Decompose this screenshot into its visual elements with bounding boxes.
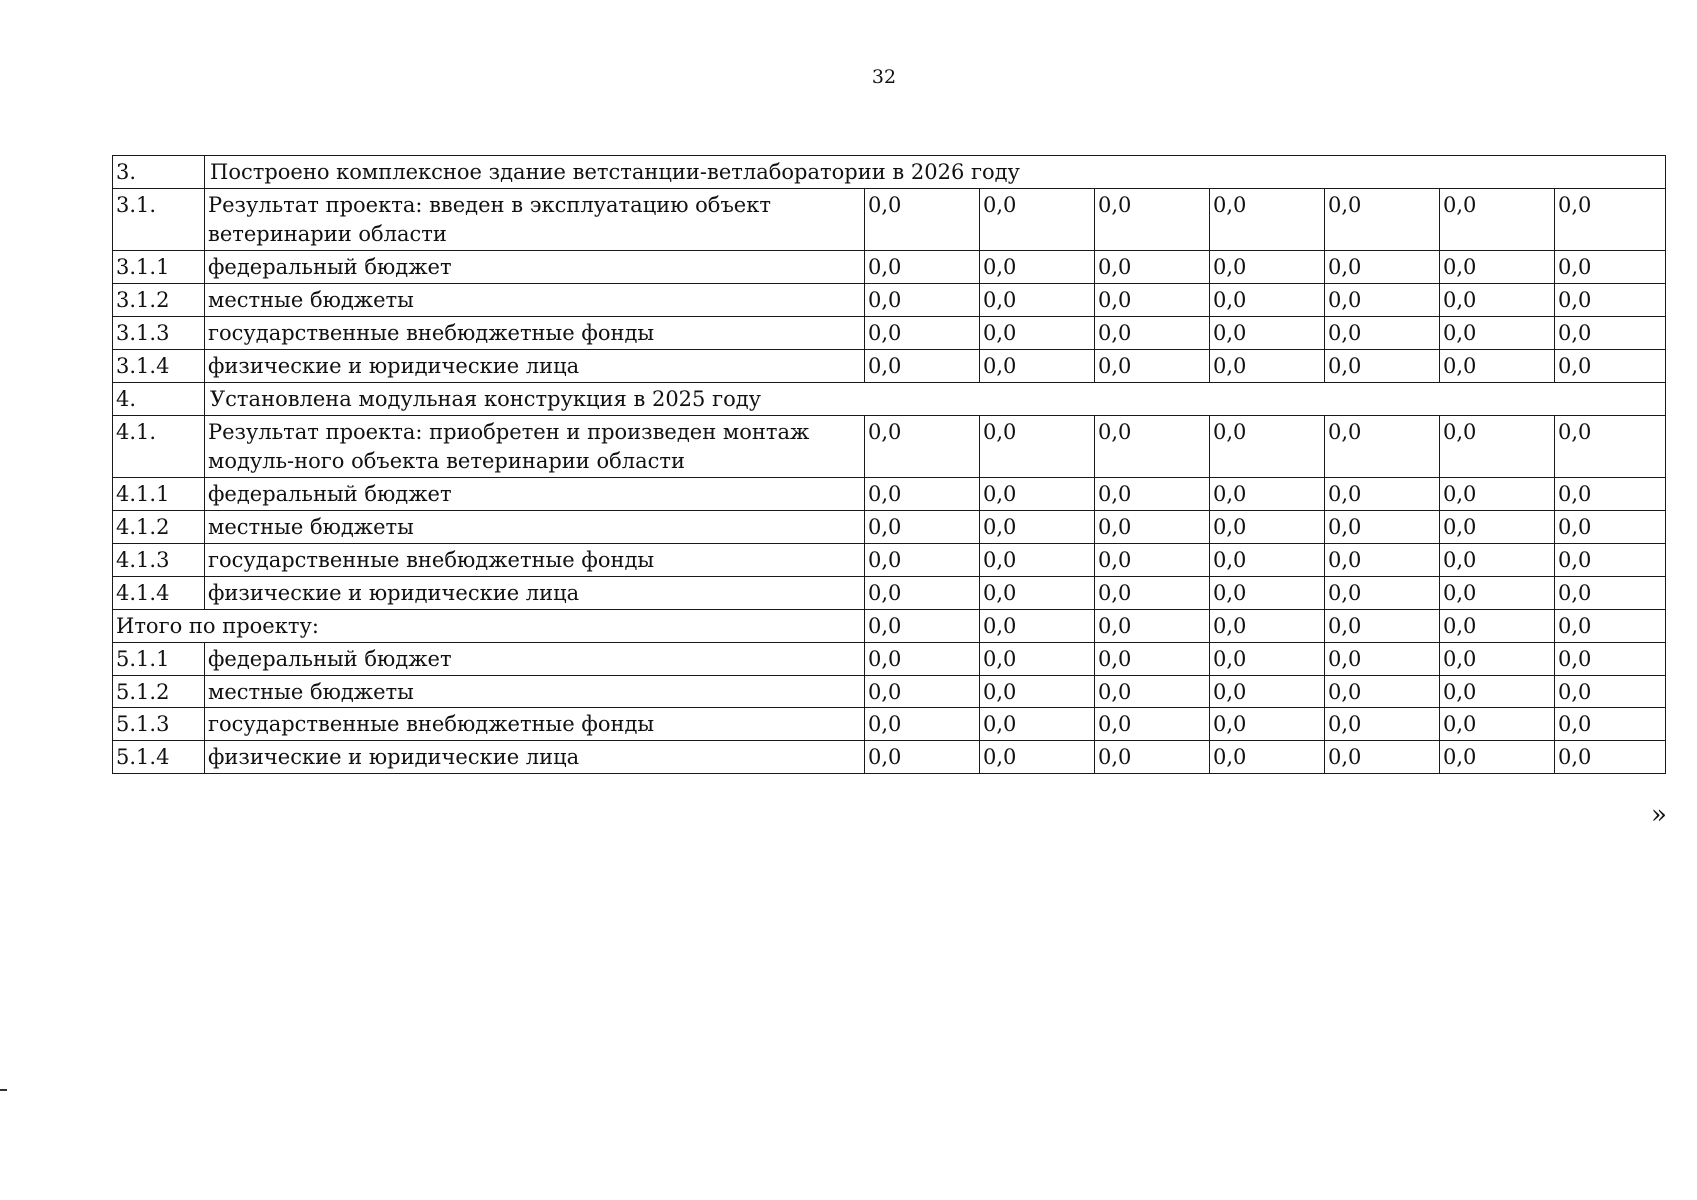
total-value-cell: 0,0 [1440,609,1555,642]
total-row [113,609,1666,642]
value-cell: 0,0 [1325,188,1440,250]
row-number: 4.1.1 [113,477,205,510]
margin-dash [0,1089,7,1091]
row-label: Результат проекта: введен в эксплуатацию объект ветеринарии области [205,188,865,250]
value-cell: 0,0 [1555,576,1666,609]
value-cell: 0,0 [980,576,1095,609]
value-cell: 0,0 [865,642,980,675]
table-row [113,543,1666,576]
row-label: федеральный бюджет [205,477,865,510]
row-number: 3.1.3 [113,316,205,349]
table-row [113,576,1666,609]
row-number: 4.1.4 [113,576,205,609]
value-cell: 0,0 [865,576,980,609]
section-title: Установлена модульная конструкция в 2025 году [205,382,1666,415]
closing-quote-mark: » [1651,800,1667,830]
row-number: 5.1.3 [113,708,205,741]
value-cell: 0,0 [865,477,980,510]
value-cell: 0,0 [1210,250,1325,283]
total-value-cell: 0,0 [1555,609,1666,642]
value-cell: 0,0 [865,741,980,774]
value-cell: 0,0 [1210,543,1325,576]
value-cell: 0,0 [980,415,1095,477]
value-cell: 0,0 [1210,510,1325,543]
row-label: государственные внебюджетные фонды [205,316,865,349]
value-cell: 0,0 [1555,477,1666,510]
value-cell: 0,0 [1325,675,1440,708]
value-cell: 0,0 [1325,576,1440,609]
row-number: 5.1.1 [113,642,205,675]
value-cell: 0,0 [1555,741,1666,774]
value-cell: 0,0 [1440,188,1555,250]
value-cell: 0,0 [865,316,980,349]
value-cell: 0,0 [865,510,980,543]
row-label: федеральный бюджет [205,250,865,283]
value-cell: 0,0 [865,188,980,250]
table-row [113,349,1666,382]
value-cell: 0,0 [1095,576,1210,609]
value-cell: 0,0 [1440,543,1555,576]
table-row [113,283,1666,316]
value-cell: 0,0 [1210,415,1325,477]
row-label: местные бюджеты [205,675,865,708]
value-cell: 0,0 [1325,543,1440,576]
value-cell: 0,0 [1325,316,1440,349]
row-label: местные бюджеты [205,510,865,543]
value-cell: 0,0 [865,283,980,316]
value-cell: 0,0 [980,543,1095,576]
row-number: 4.1.2 [113,510,205,543]
value-cell: 0,0 [980,250,1095,283]
value-cell: 0,0 [1440,576,1555,609]
row-number: 4.1. [113,415,205,477]
total-value-cell: 0,0 [1210,609,1325,642]
value-cell: 0,0 [1095,316,1210,349]
value-cell: 0,0 [1210,576,1325,609]
value-cell: 0,0 [1095,188,1210,250]
value-cell: 0,0 [1440,741,1555,774]
value-cell: 0,0 [980,316,1095,349]
value-cell: 0,0 [980,642,1095,675]
table-row [113,477,1666,510]
value-cell: 0,0 [1440,250,1555,283]
table-row [113,188,1666,250]
value-cell: 0,0 [980,477,1095,510]
value-cell: 0,0 [1555,188,1666,250]
value-cell: 0,0 [980,283,1095,316]
value-cell: 0,0 [1210,283,1325,316]
value-cell: 0,0 [1440,642,1555,675]
row-number: 5.1.4 [113,741,205,774]
row-number: 4.1.3 [113,543,205,576]
total-label: Итого по проекту: [113,609,865,642]
value-cell: 0,0 [1210,316,1325,349]
total-value-cell: 0,0 [1095,609,1210,642]
value-cell: 0,0 [980,349,1095,382]
value-cell: 0,0 [1095,510,1210,543]
row-label: государственные внебюджетные фонды [205,708,865,741]
value-cell: 0,0 [1440,316,1555,349]
value-cell: 0,0 [1095,543,1210,576]
value-cell: 0,0 [1095,708,1210,741]
section-header-row [113,156,1666,189]
value-cell: 0,0 [980,741,1095,774]
value-cell: 0,0 [1325,642,1440,675]
section-title: Построено комплексное здание ветстанции-ветлаборатории в 2026 году [205,156,1666,189]
row-label: государственные внебюджетные фонды [205,543,865,576]
value-cell: 0,0 [1325,349,1440,382]
value-cell: 0,0 [1210,741,1325,774]
value-cell: 0,0 [1440,675,1555,708]
row-label: Результат проекта: приобретен и произведен монтаж модуль-ного объекта ветеринарии области [205,415,865,477]
value-cell: 0,0 [865,349,980,382]
value-cell: 0,0 [1440,708,1555,741]
value-cell: 0,0 [1555,250,1666,283]
value-cell: 0,0 [1325,477,1440,510]
value-cell: 0,0 [1095,349,1210,382]
value-cell: 0,0 [1095,477,1210,510]
value-cell: 0,0 [1555,642,1666,675]
row-label: федеральный бюджет [205,642,865,675]
row-label: физические и юридические лица [205,349,865,382]
page-number: 32 [871,66,897,88]
value-cell: 0,0 [1210,708,1325,741]
value-cell: 0,0 [1095,250,1210,283]
value-cell: 0,0 [1440,477,1555,510]
row-number: 3.1.2 [113,283,205,316]
value-cell: 0,0 [865,708,980,741]
row-number: 5.1.2 [113,675,205,708]
table-row [113,510,1666,543]
table-row [113,741,1666,774]
value-cell: 0,0 [1555,349,1666,382]
value-cell: 0,0 [865,543,980,576]
section-number: 3. [113,156,205,189]
table-row [113,675,1666,708]
row-label: физические и юридические лица [205,741,865,774]
value-cell: 0,0 [1440,283,1555,316]
value-cell: 0,0 [980,188,1095,250]
total-value-cell: 0,0 [1325,609,1440,642]
value-cell: 0,0 [980,510,1095,543]
funding-table [112,155,1666,774]
row-number: 3.1.4 [113,349,205,382]
value-cell: 0,0 [1555,415,1666,477]
value-cell: 0,0 [1095,415,1210,477]
value-cell: 0,0 [1210,675,1325,708]
value-cell: 0,0 [1210,188,1325,250]
value-cell: 0,0 [1555,316,1666,349]
total-value-cell: 0,0 [980,609,1095,642]
table-row [113,708,1666,741]
value-cell: 0,0 [1095,283,1210,316]
table-row [113,316,1666,349]
value-cell: 0,0 [1325,250,1440,283]
value-cell: 0,0 [1095,741,1210,774]
value-cell: 0,0 [1325,708,1440,741]
value-cell: 0,0 [1440,349,1555,382]
row-label: местные бюджеты [205,283,865,316]
value-cell: 0,0 [865,415,980,477]
value-cell: 0,0 [1555,283,1666,316]
row-label: физические и юридические лица [205,576,865,609]
table-row [113,415,1666,477]
value-cell: 0,0 [1210,477,1325,510]
value-cell: 0,0 [1210,349,1325,382]
value-cell: 0,0 [1210,642,1325,675]
value-cell: 0,0 [1555,675,1666,708]
value-cell: 0,0 [865,675,980,708]
value-cell: 0,0 [1095,642,1210,675]
total-value-cell: 0,0 [865,609,980,642]
value-cell: 0,0 [1325,283,1440,316]
value-cell: 0,0 [1555,708,1666,741]
row-number: 3.1.1 [113,250,205,283]
value-cell: 0,0 [1555,510,1666,543]
value-cell: 0,0 [1325,510,1440,543]
table-row [113,642,1666,675]
value-cell: 0,0 [1095,675,1210,708]
value-cell: 0,0 [1555,543,1666,576]
row-number: 3.1. [113,188,205,250]
table-row [113,250,1666,283]
value-cell: 0,0 [980,675,1095,708]
value-cell: 0,0 [1325,415,1440,477]
section-number: 4. [113,382,205,415]
section-header-row [113,382,1666,415]
value-cell: 0,0 [865,250,980,283]
value-cell: 0,0 [1440,510,1555,543]
value-cell: 0,0 [1440,415,1555,477]
value-cell: 0,0 [1325,741,1440,774]
value-cell: 0,0 [980,708,1095,741]
